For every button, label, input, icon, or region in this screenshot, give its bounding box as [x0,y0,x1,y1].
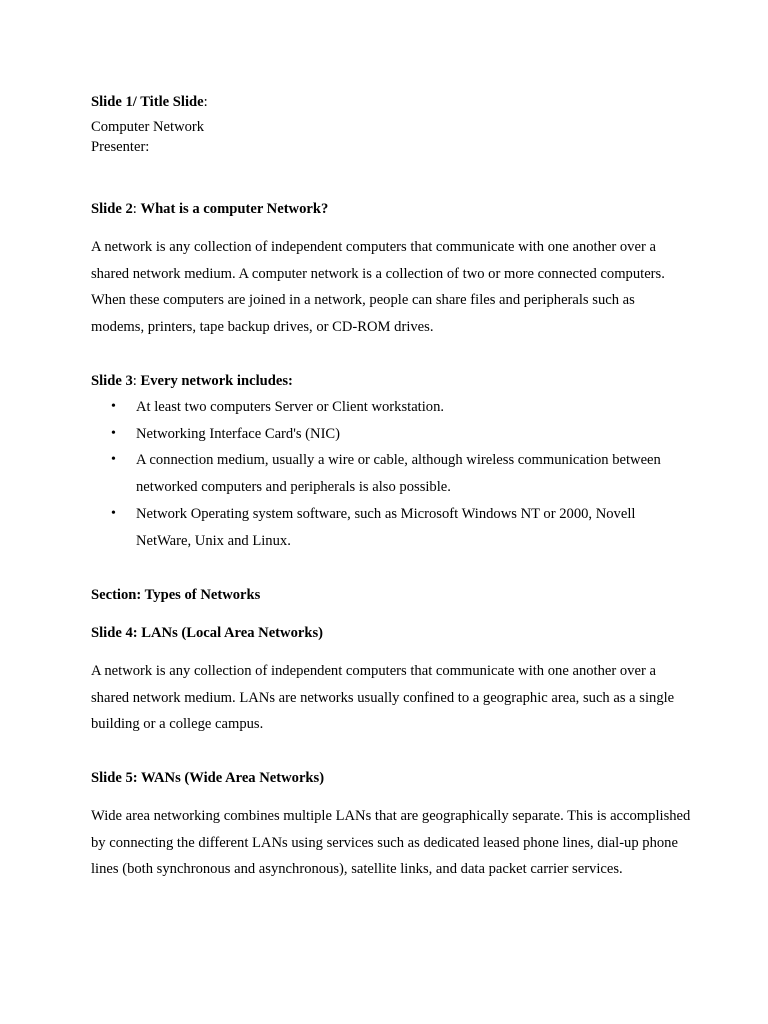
list-item-text: Networking Interface Card's (NIC) [136,425,341,442]
list-item [91,447,691,500]
slide-2-body: A network is any collection of independent computers that communicate with one another over a shared network medium. A computer network is a collection of two or more connected computers. When these computers are joined in a network, people can share files and peripherals such as modems, printers, tape backup drives, or CD-ROM drives. [91,239,665,335]
slide-1-heading [91,94,691,111]
list-item [91,421,691,448]
list-item-text: At least two computers Server or Client workstation. [136,399,445,415]
slide-1-content [91,118,691,157]
slide-1-label: Slide 1/ Title Slide [91,94,204,110]
bullet-icon: • [111,425,116,441]
slide-1-presenter: Presenter: [91,138,150,155]
slide-2-heading [91,201,691,218]
slide-3-bullet-list [91,394,691,554]
slide-3-sep: : [132,373,141,389]
slide-3-heading [91,373,691,390]
slide-2-sep: : [132,201,141,217]
slide-3-title: Every network includes: [140,373,293,389]
section-heading: Section: Types of Networks [91,587,261,603]
list-item [91,394,691,421]
bullet-icon: • [111,452,116,468]
slide-1-title: Computer Network [91,119,205,135]
list-item-text: Network Operating system software, such as Microsoft Windows NT or 2000, Novell NetWare, Unix and Linux. [136,505,636,549]
slide-3-label: Slide 3 [91,373,133,389]
slide-2-label: Slide 2 [91,201,133,217]
bullet-icon: • [111,505,116,521]
list-item [91,501,691,554]
slide-1-colon: : [203,94,208,110]
slide-5-body: Wide area networking combines multiple LANs that are geographically separate. This is accomplished by connecting the different LANs using services such as dedicated leased phone lines, dial-up phone lines (both synchronous and asynchronous), satellite links, and data packet carrier services. [91,808,691,878]
slide-2-title: What is a computer Network? [140,201,329,217]
slide-4-body: A network is any collection of independent computers that communicate with one another over a shared network medium. LANs are networks usually confined to a geographic area, such as a single building or a college campus. [91,663,675,733]
slide-4-heading: Slide 4: LANs (Local Area Networks) [91,625,323,641]
list-item-text: A connection medium, usually a wire or cable, although wireless communication between networked computers and peripherals is also possible. [136,452,661,496]
slide-5-heading: Slide 5: WANs (Wide Area Networks) [91,770,325,786]
bullet-icon: • [111,399,116,414]
